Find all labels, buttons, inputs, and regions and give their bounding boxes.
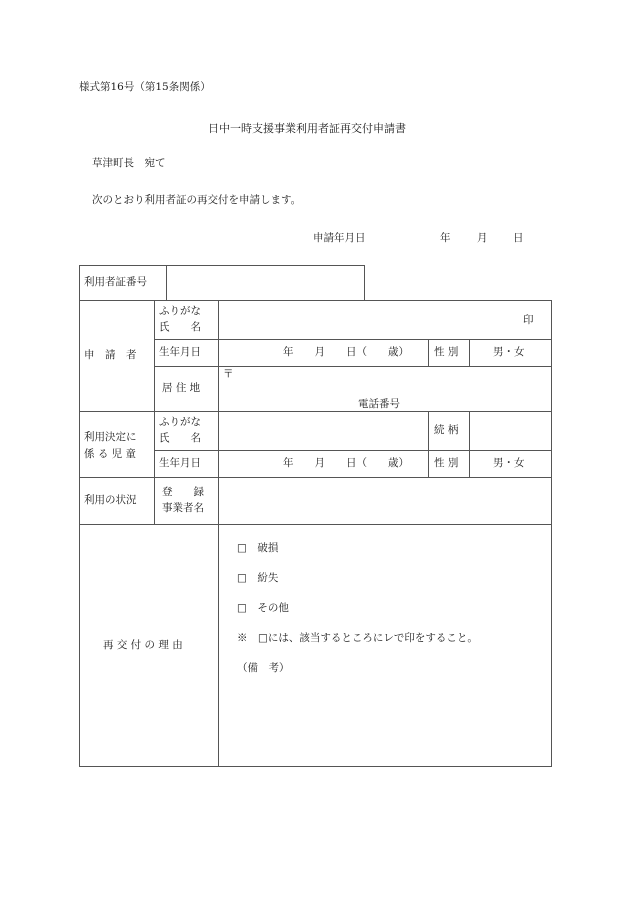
- remarks-field[interactable]: [219, 680, 550, 765]
- applicant-dob-label: 生年月日: [159, 346, 201, 358]
- user-cert-number-field[interactable]: [167, 266, 364, 300]
- registered-provider-field[interactable]: [219, 478, 550, 523]
- table-border: [551, 300, 552, 766]
- table-border: [154, 300, 155, 524]
- registered-label-1: 登 録: [162, 486, 204, 498]
- applicant-section-label: 申 請 者: [84, 349, 137, 361]
- relation-label: 続 柄: [434, 424, 459, 436]
- form-title: 日中一時支援事業利用者証再交付申請書: [208, 122, 406, 135]
- child-sex-label: 性 別: [434, 457, 459, 469]
- phone-label: 電話番号: [358, 398, 400, 410]
- reason-damage-checkbox[interactable]: □ 破損: [237, 542, 279, 554]
- remarks-label: （備 考）: [237, 662, 290, 674]
- applicant-sex-value[interactable]: 男・女: [493, 346, 525, 358]
- child-dob-label: 生年月日: [159, 457, 201, 469]
- user-cert-number-label: 利用者証番号: [84, 276, 147, 288]
- postal-mark: 〒: [223, 368, 234, 380]
- applicant-dob-value[interactable]: 年 月 日（ 歳）: [283, 346, 409, 358]
- reason-lost-checkbox[interactable]: □ 紛失: [237, 572, 279, 584]
- applicant-furigana-label: ふりがな: [159, 305, 201, 317]
- reason-section-label: 再 交 付 の 理 由: [103, 639, 183, 651]
- table-border: [364, 265, 365, 301]
- date-day-label: 日: [513, 232, 524, 244]
- child-section-label-1: 利用決定に: [84, 431, 137, 443]
- table-border: [428, 411, 429, 477]
- date-year-label: 年: [440, 232, 451, 244]
- table-border: [154, 450, 551, 451]
- form-number: 様式第16号（第15条関係）: [79, 81, 211, 93]
- address-label: 居 住 地: [162, 382, 201, 394]
- child-section-label-2: 係 る 児 童: [84, 448, 137, 460]
- table-border: [428, 339, 429, 366]
- applicant-name-label: 氏 名: [159, 321, 201, 333]
- usage-section-label: 利用の状況: [84, 494, 137, 506]
- date-month-label: 月: [477, 232, 488, 244]
- seal-mark: 印: [523, 314, 534, 326]
- intro-text: 次のとおり利用者証の再交付を申請します。: [92, 194, 302, 206]
- table-border: [79, 265, 80, 766]
- table-border: [154, 339, 551, 340]
- child-furigana-label: ふりがな: [159, 416, 201, 428]
- relation-field[interactable]: [470, 412, 550, 449]
- reason-other-checkbox[interactable]: □ その他: [237, 602, 289, 614]
- checkbox-note: ※ □には、該当するところにレで印をすること。: [237, 632, 478, 644]
- child-sex-value[interactable]: 男・女: [493, 457, 525, 469]
- application-date-label: 申請年月日: [313, 232, 366, 244]
- child-name-label: 氏 名: [159, 432, 201, 444]
- table-border: [79, 766, 552, 767]
- table-border: [154, 366, 551, 367]
- child-name-field[interactable]: [219, 412, 427, 449]
- table-border: [469, 339, 470, 366]
- applicant-name-field[interactable]: [219, 301, 519, 338]
- child-dob-value[interactable]: 年 月 日（ 歳）: [283, 457, 409, 469]
- recipient: 草津町長 宛て: [92, 157, 166, 169]
- address-field[interactable]: [234, 368, 550, 396]
- table-border: [79, 524, 551, 525]
- applicant-sex-label: 性 別: [434, 346, 459, 358]
- registered-label-2: 事業者名: [162, 502, 204, 514]
